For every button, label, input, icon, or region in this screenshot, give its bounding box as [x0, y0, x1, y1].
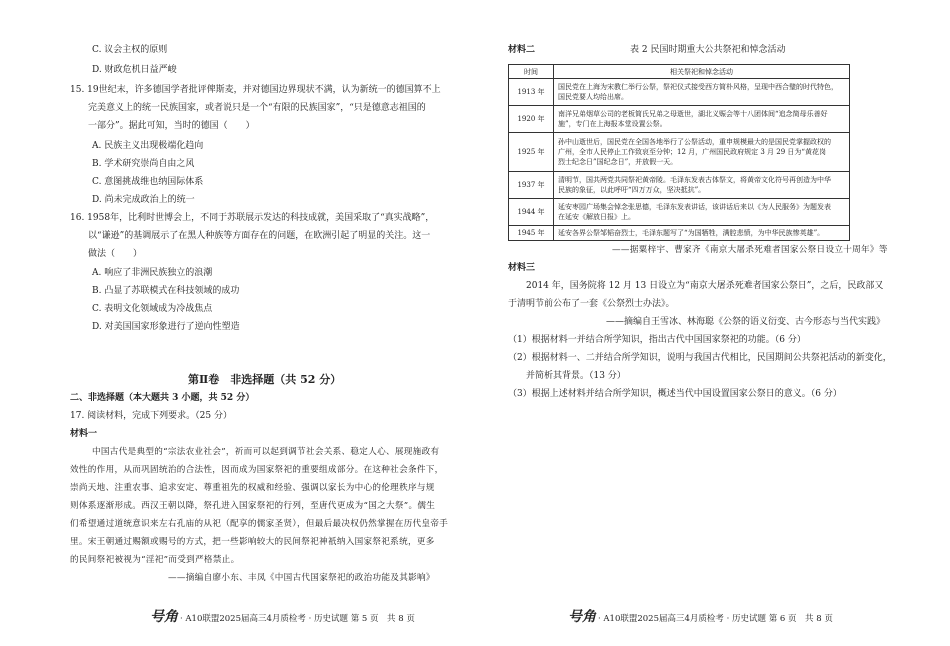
material3-line: 2014 年，国务院将 12 月 13 日设立为“南京大屠杀死难者国家公祭日”，之后，民政部又 [526, 281, 884, 291]
table-cell-activity [554, 133, 850, 172]
memorial-table [508, 64, 850, 241]
table-cell-year: 1920 年 [509, 106, 554, 133]
section-title: 第Ⅱ卷 非选择题（共 52 分） [188, 373, 342, 386]
table-source: ——据粟梓宇、曹家齐《南京大屠杀死难者国家公祭日设立十周年》等 [612, 245, 888, 255]
cell-line: 广州，全市人民停止工作致哀至分钟；12 月，广州国民政府规定 3 月 29 日为“黄花岗 [558, 148, 826, 156]
brand-logo: 号角 [568, 609, 596, 625]
material1-line: 效性的作用，从而巩固统治的合法性，因而成为国家祭祀的重要组成部分。在这种社会条件下， [70, 465, 444, 475]
table-cell-activity [554, 79, 850, 106]
question-3: （3）根据上述材料并结合所学知识，概述当代中国设置国家公祭日的意义。（6 分） [508, 389, 842, 399]
table-row [509, 79, 850, 106]
table-cell-year: 1944 年 [509, 199, 554, 226]
cell-line: 国民党在上海为宋教仁举行公祭，祭祀仪式接受西方简朴风格，呈现中西合璧的时代特色， [558, 83, 838, 91]
table-cell-year: 1945 年 [509, 226, 554, 241]
cell-line: 延安各界公祭邹韬奋烈士，毛泽东题写了“为国牺牲，满腔悲愤，为中华民族惨英雄”。 [558, 229, 825, 237]
material3-source: ——摘编自王雪冰、林海聪《公祭的语义衍变、古今形态与当代实践》 [606, 317, 886, 327]
question-1: （1）根据材料一并结合所学知识，指出古代中国国家祭祀的功能。（6 分） [508, 335, 806, 345]
table-cell-activity [554, 226, 850, 241]
q15-stem-line: 一部分”。据此可知，当时的德国（ ） [88, 121, 255, 131]
q15-option-d[interactable]: D. 尚未完成政治上的统一 [92, 195, 195, 205]
table-row [509, 172, 850, 199]
table-title: 表 2 民国时期重大公共祭祀和悼念活动 [630, 45, 786, 55]
q15-stem-line: 完美意义上的统一民族国家，或者说只是一个“有限的民族国家”，“只是德意志祖国的 [88, 103, 426, 113]
cell-line: 延安枣园广场集会悼念张思德，毛泽东发表讲话，该讲话后来以《为人民服务》为题发表 [558, 203, 831, 211]
q16-option-d[interactable]: D. 对美国国家形象进行了逆向性塑造 [92, 322, 240, 332]
part-heading: 二、非选择题（本大题共 3 小题，共 52 分） [70, 393, 255, 403]
q16-stem-line: 16. 1958年，比利时世博会上，不同于苏联展示发达的科技成就，美国采取了“真实战略”， [70, 213, 435, 223]
material3-label: 材料三 [508, 263, 536, 273]
table-cell-activity [554, 172, 850, 199]
page-footer [568, 606, 833, 626]
table-cell-activity [554, 199, 850, 226]
footer-text: · A10联盟2025届高三4月质检考 · 历史试题 第 6 页 共 8 页 [598, 614, 833, 624]
table-row [509, 106, 850, 133]
q15-stem-line: 15. 19世纪末，许多德国学者批评俾斯麦，并对德国边界现状不满，认为新统一的德国算不上 [70, 85, 441, 95]
cell-line: 民族的象征，以此呼吁“四万万众，坚决抵抗”。 [558, 186, 706, 194]
question-2: （2）根据材料一、二并结合所学知识，说明与我国古代相比，民国期间公共祭祀活动的新变化， [508, 353, 892, 363]
material1-line: 中国古代是典型的“宗法农业社会”，祈而可以起到调节社会关系、稳定人心、展现施政有 [92, 447, 440, 457]
option-c[interactable]: C. 议会主权的原则 [92, 45, 168, 55]
table-header-row [509, 65, 850, 79]
brand-logo: 号角 [150, 609, 178, 625]
material3-line: 于清明节前公布了一套《公祭烈士办法》。 [508, 299, 675, 309]
q16-option-a[interactable]: A. 响应了非洲民族独立的浪潮 [92, 268, 213, 278]
page-footer [150, 606, 415, 626]
q16-option-c[interactable]: C. 表明文化领域成为冷战焦点 [92, 304, 213, 314]
q16-stem-line: 以“谦逊”的基调展示了在黑人种族等方面存在的问题，在欧洲引起了明显的关注。这一 [88, 231, 431, 241]
cell-line: 清明节，国共两党共同祭祀黄帝陵。毛泽东发表古体祭文，将黄帝文化符号再创造为中华 [558, 176, 831, 184]
table-cell-activity [554, 106, 850, 133]
q15-option-a[interactable]: A. 民族主义出现极端化趋向 [92, 141, 204, 151]
material1-line: 的民间祭祀被视为“淫祀”而受到严格禁止。 [70, 555, 240, 565]
q15-option-b[interactable]: B. 学术研究崇尚自由之风 [92, 159, 195, 169]
cell-line: 南洋兄弟烟草公司的老板简氏兄弟之母逝世，湖北义赈会等十八团体间“追念简母乐善好 [558, 110, 828, 118]
question-2-cont: 并简析其背景。（13 分） [526, 371, 626, 381]
table-row [509, 199, 850, 226]
option-d[interactable]: D. 财政危机日益严峻 [92, 65, 177, 75]
cell-line: 孙中山逝世后，国民党在全国各地举行了公祭活动，重申规模最大的是国民党掌握政权的 [558, 138, 831, 146]
cell-line: 烈士纪念日”国纪念日”，并放假一天。 [558, 158, 678, 166]
table-cell-year: 1937 年 [509, 172, 554, 199]
material1-line: 则体系逐渐形成。西汉王朝以降，祭孔进入国家祭祀的行列，至唐代更成为“国之大祭”。儒生 [70, 501, 436, 511]
cell-line: 施”，专门在上海报本堂设置公祭。 [558, 120, 667, 128]
cell-line: 在延安《解放日报》上。 [558, 213, 635, 221]
table-row [509, 226, 850, 241]
table-cell-year: 1925 年 [509, 133, 554, 172]
table-header-time: 时间 [509, 65, 554, 79]
material1-line: 崇尚天地、注重农事、追求安定、尊重祖先的权威和经验、强调以家长为中心的伦理秩序与规 [70, 483, 435, 493]
material2-label: 材料二 [508, 45, 536, 55]
material1-line: 里。宋王朝通过赐额或赐号的方式，把一些影响较大的民间祭祀神祇纳入国家祭祀系统，更多 [70, 537, 435, 547]
table-cell-year: 1913 年 [509, 79, 554, 106]
material1-source: ——摘编自廖小东、丰凤《中国古代国家祭祀的政治功能及其影响》 [168, 573, 435, 583]
table-header-activity: 相关祭祀和悼念活动 [554, 65, 850, 79]
q16-option-b[interactable]: B. 凸显了苏联模式在科技领域的成功 [92, 286, 240, 296]
footer-text: · A10联盟2025届高三4月质检考 · 历史试题 第 5 页 共 8 页 [180, 614, 415, 624]
q17-intro: 17. 阅读材料，完成下列要求。（25 分） [70, 411, 232, 421]
material1-label: 材料一 [70, 429, 98, 439]
cell-line: 国民党要人均给出席。 [558, 93, 628, 101]
q16-stem-line: 做法（ ） [88, 249, 143, 259]
q15-option-c[interactable]: C. 意图挑战维也纳国际体系 [92, 177, 204, 187]
material1-line: 们希望通过道统意识来左右孔庙的从祀（配享的儒家圣贤），但最后最决权仍然掌握在历代皇帝手 [70, 519, 449, 529]
table-row [509, 133, 850, 172]
